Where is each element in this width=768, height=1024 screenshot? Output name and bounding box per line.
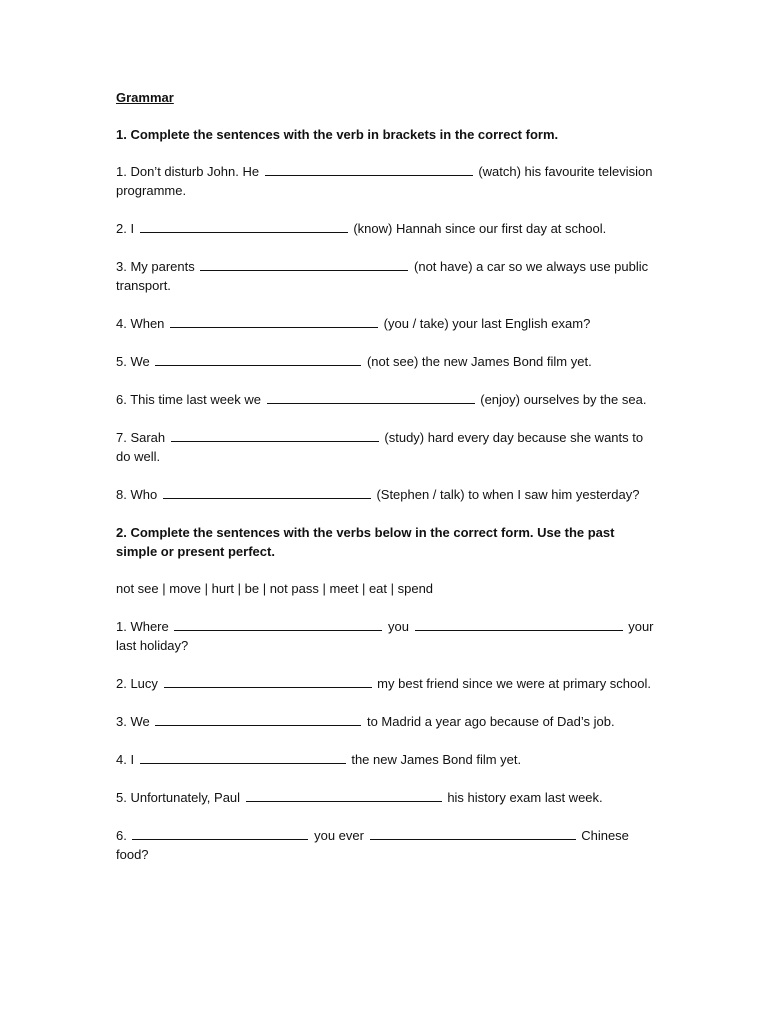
s1-item-1-before: 1. Don’t disturb John. He — [116, 164, 260, 179]
s1-item-3-before: 3. My parents — [116, 259, 195, 274]
answer-blank[interactable] — [246, 789, 442, 802]
s1-item-7-before: 7. Sarah — [116, 430, 166, 445]
answer-blank[interactable] — [140, 751, 346, 764]
s1-item-6-after: (enjoy) ourselves by the sea. — [480, 392, 647, 407]
s2-item-1-after: your last holiday? — [116, 619, 654, 653]
s1-item-8-before: 8. Who — [116, 487, 158, 502]
s2-item-1-before: 1. Where — [116, 619, 169, 634]
s2-item-2-before: 2. Lucy — [116, 676, 158, 691]
answer-blank[interactable] — [163, 486, 371, 499]
s1-item-4-after: (you / take) your last English exam? — [383, 316, 591, 331]
s2-item-6-middle: you ever — [314, 828, 364, 843]
answer-blank[interactable] — [174, 618, 382, 631]
s2-item-6-before: 6. — [116, 828, 127, 843]
s1-item-5-before: 5. We — [116, 354, 150, 369]
s2-item-4-after: the new James Bond film yet. — [351, 752, 522, 767]
s2-item-2 — [116, 674, 656, 693]
s1-item-4-before: 4. When — [116, 316, 165, 331]
s2-item-2-after: my best friend since we were at primary school. — [377, 676, 651, 691]
s1-item-2-before: 2. I — [116, 221, 135, 236]
s1-item-2 — [116, 219, 656, 238]
worksheet — [116, 88, 656, 883]
word-bank: not see | move | hurt | be | not pass | meet | eat | spend — [116, 581, 434, 596]
s1-item-4 — [116, 314, 656, 333]
s1-item-5-after: (not see) the new James Bond film yet. — [366, 354, 592, 369]
s1-item-1 — [116, 162, 656, 200]
s1-item-8-after: (Stephen / talk) to when I saw him yesterday? — [376, 487, 640, 502]
answer-blank[interactable] — [140, 220, 348, 233]
s2-item-5 — [116, 788, 656, 807]
answer-blank[interactable] — [164, 675, 372, 688]
s1-item-7-after: (study) hard every day because she wants to do well. — [116, 430, 644, 464]
s2-item-6 — [116, 826, 656, 864]
answer-blank[interactable] — [415, 618, 623, 631]
section-1-heading: 1. Complete the sentences with the verb in brackets in the correct form. — [116, 127, 559, 142]
answer-blank[interactable] — [267, 391, 475, 404]
s1-item-5 — [116, 352, 656, 371]
s1-item-6-before: 6. This time last week we — [116, 392, 261, 407]
s1-item-2-after: (know) Hannah since our first day at school. — [353, 221, 607, 236]
answer-blank[interactable] — [200, 258, 408, 271]
s1-item-8 — [116, 485, 656, 504]
s1-item-1-after: (watch) his favourite television programme. — [116, 164, 653, 198]
section-2-heading: 2. Complete the sentences with the verbs below in the correct form. Use the past simple or present perfect. — [116, 525, 615, 559]
s1-item-3-after: (not have) a car so we always use public transport. — [116, 259, 649, 293]
s2-item-3-after: to Madrid a year ago because of Dad’s job. — [366, 714, 615, 729]
answer-blank[interactable] — [170, 315, 378, 328]
s2-item-6-after: Chinese food? — [116, 828, 629, 862]
answer-blank[interactable] — [132, 827, 308, 840]
s2-item-5-before: 5. Unfortunately, Paul — [116, 790, 241, 805]
s2-item-3-before: 3. We — [116, 714, 150, 729]
s2-item-4-before: 4. I — [116, 752, 135, 767]
s2-item-1 — [116, 617, 656, 655]
s2-item-3 — [116, 712, 656, 731]
answer-blank[interactable] — [171, 429, 379, 442]
answer-blank[interactable] — [155, 713, 361, 726]
s2-item-5-after: his history exam last week. — [447, 790, 603, 805]
s1-item-7 — [116, 428, 656, 466]
s1-item-3 — [116, 257, 656, 295]
s1-item-6 — [116, 390, 656, 409]
answer-blank[interactable] — [155, 353, 361, 366]
answer-blank[interactable] — [370, 827, 576, 840]
s2-item-4 — [116, 750, 656, 769]
page-title: Grammar — [116, 90, 174, 105]
s2-item-1-middle: you — [388, 619, 409, 634]
answer-blank[interactable] — [265, 163, 473, 176]
